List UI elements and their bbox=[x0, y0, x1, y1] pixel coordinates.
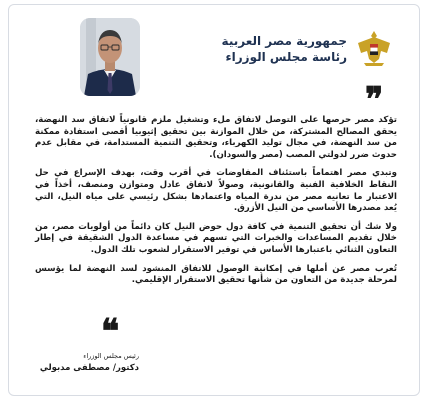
header-cabinet: رئاسة مجلس الوزراء bbox=[225, 50, 347, 64]
paragraph: تُعرب مصر عن أملها في إمكانية الوصول للاتفاق المنشود لسد النهضة لما يؤسس لمرحلة جديدة من التعاون من شأنها تحقيق الاستقرار الإقليمي. bbox=[35, 263, 397, 286]
header-country: جمهورية مصر العربية bbox=[221, 34, 347, 48]
paragraph: ولا شك أن تحقيق التنمية في كافة دول حوض النيل كان دائماً من أولويات مصر، من خلال تقديم المساعدات والخبرات التي تسهم في مساعدة الدول الشقيقة في إطار التعاون الثنائي باعتبارها الأساس في توفير الاستقرار لشعوب تلك الدول. bbox=[35, 221, 397, 255]
paragraph: وتبدي مصر اهتماماً باستئناف المفاوضات في أقرب وقت، بهدف الإسراع في حل النقاط الخلافية الفنية والقانونية، وصولاً لاتفاق عادل ومتوازن ومنصف، أخذاً في الاعتبار ما تعانيه مصر من ندرة المياه واعتمادها بشكل رئيسي على مياه النيل، التي يُعد مصدرها الأساسي من النيل الأزرق. bbox=[35, 168, 397, 214]
statement-body bbox=[35, 115, 397, 294]
eagle-icon bbox=[355, 27, 393, 67]
signature-name: دكتور/ مصطفى مدبولي bbox=[39, 363, 139, 373]
signature-role: رئيس مجلس الوزراء bbox=[83, 352, 139, 360]
opening-quote-mark: ❞ bbox=[365, 80, 384, 120]
closing-quote-mark: ❝ bbox=[101, 312, 120, 352]
signature-block bbox=[29, 351, 139, 375]
paragraph: تؤكد مصر حرصها على التوصل لاتفاق ملء وتشغيل ملزم قانونياً لاتفاق سد النهضة، يحقق المصالح المشتركة، من خلال الموازنة بين تحقيق إثيوبيا أقصى استفادة ممكنة من سد النهضة، في مجال توليد الكهرباء، وتحقيق التنمية المستدامة، في مقابل عدم حدوث ضرر لدولتي المصب (مصر والسودان). bbox=[35, 115, 397, 160]
statement-card bbox=[8, 4, 420, 396]
eagle-emblem-logo bbox=[355, 27, 393, 67]
person-portrait-icon bbox=[80, 18, 140, 96]
government-header bbox=[222, 33, 347, 65]
portrait-photo bbox=[80, 18, 140, 96]
